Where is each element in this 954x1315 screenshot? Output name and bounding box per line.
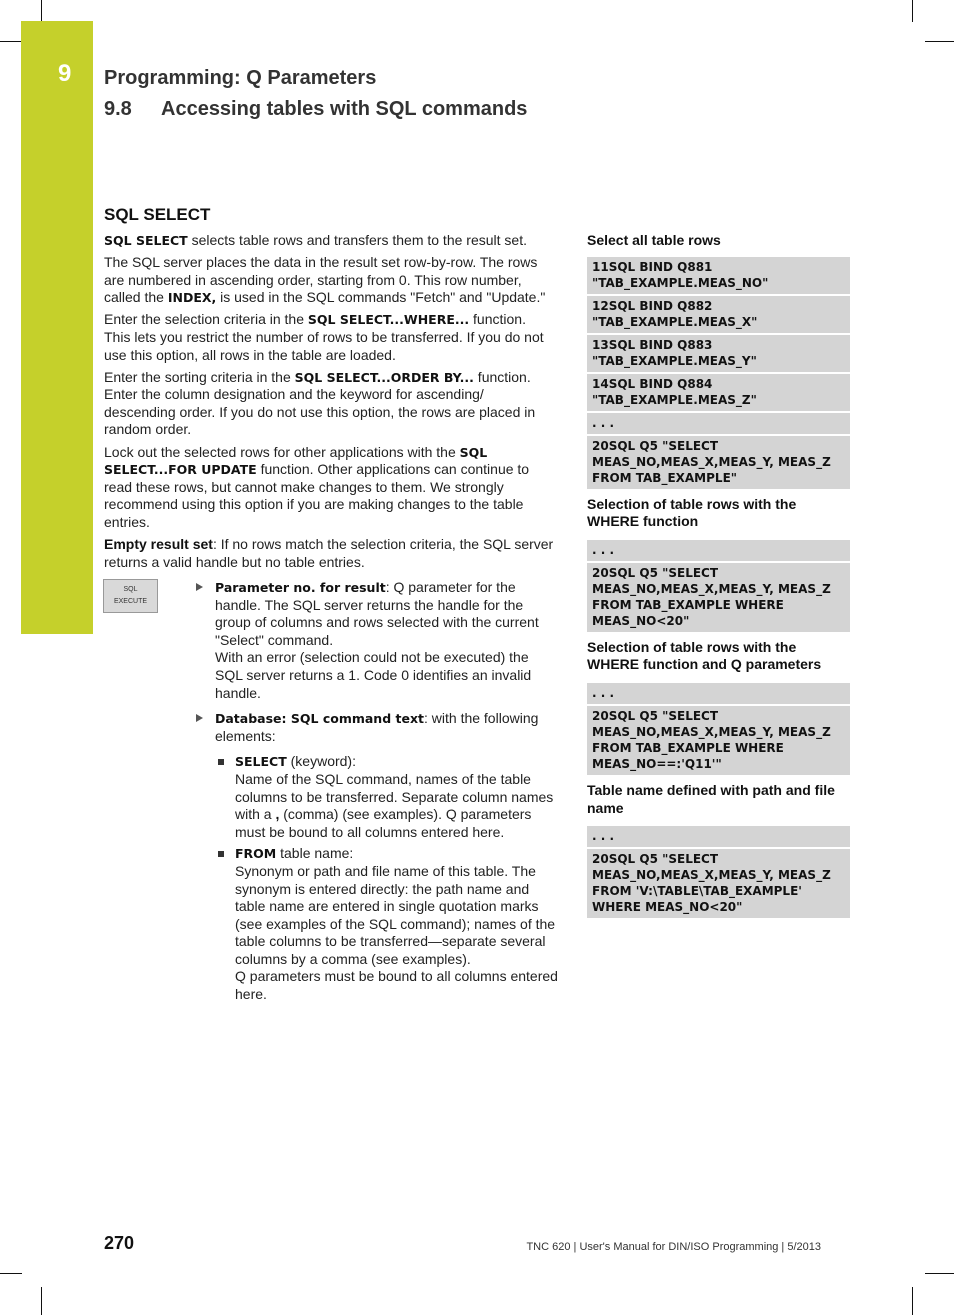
code-term: Database: SQL command text [215, 711, 424, 727]
paragraph-text: is used in the SQL commands "Fetch" and "Update." [216, 289, 546, 306]
code-term: SELECT [235, 754, 287, 770]
section-heading: SQL SELECT [104, 205, 211, 224]
crop-mark [41, 0, 42, 22]
code-term: Parameter no. for result [215, 580, 386, 595]
examples-column [587, 232, 850, 918]
paragraph [104, 444, 556, 532]
code-term: SQL SELECT...ORDER BY... [294, 369, 474, 385]
crop-mark [0, 1273, 22, 1274]
paragraph-text: function. This lets you restrict the number of rows to be transferred. If you do not use this option, all rows in the table are loaded. [104, 311, 544, 363]
section-number: 9.8 [104, 98, 132, 120]
code-block: 12SQL BIND Q882 "TAB_EXAMPLE.MEAS_X" [587, 296, 850, 333]
chapter-tab [21, 21, 93, 634]
code-block: . . . [587, 540, 850, 561]
list-item [196, 710, 558, 1004]
triangle-bullet-icon [196, 714, 203, 722]
item-text: : Q parameter for the handle. The SQL server returns the handle for the group of columns and rows selected with the current "Select" command. [215, 579, 539, 648]
crop-mark [0, 41, 22, 42]
square-bullet-icon [218, 851, 224, 857]
code-term: SQL SELECT...FOR UPDATE [104, 444, 488, 478]
code-block: 20SQL Q5 "SELECT MEAS_NO,MEAS_X,MEAS_Y, MEAS_Z FROM TAB_EXAMPLE" [587, 436, 850, 489]
left-column [104, 232, 556, 576]
crop-mark [925, 41, 954, 42]
code-block: . . . [587, 826, 850, 847]
paragraph-text: function. Other applications can continue to read these rows, but cannot make changes to them. We strongly recommend using this option if you are making changes to the table entries. [104, 461, 530, 530]
code-block: 20SQL Q5 "SELECT MEAS_NO,MEAS_X,MEAS_Y, MEAS_Z FROM 'V:\TABLE\TAB_EXAMPLE' WHERE MEAS_NO<20" [587, 849, 850, 918]
paragraph [104, 232, 556, 250]
strong-term: Empty result set [104, 536, 213, 552]
example-heading: Selection of table rows with the WHERE function and Q parameters [587, 638, 822, 673]
code-term: SQL SELECT...WHERE... [307, 312, 470, 328]
code-block: 13SQL BIND Q883 "TAB_EXAMPLE.MEAS_Y" [587, 335, 850, 372]
paragraph-text: Lock out the selected rows for other applications with the [104, 443, 460, 460]
item-text: Name of the SQL command, names of the table columns to be transferred. Separate column names with a [235, 770, 554, 823]
code-term: SQL SELECT [104, 233, 188, 248]
square-bullet-icon [218, 759, 224, 765]
paragraph-text: Enter the selection criteria in the [104, 311, 308, 328]
paragraph [104, 369, 556, 439]
page-number: 270 [104, 1233, 135, 1253]
paragraph [104, 311, 556, 364]
code-term: INDEX, [167, 290, 217, 306]
paragraph [104, 254, 556, 307]
paragraph-text: Enter the sorting criteria in the [104, 368, 295, 385]
crop-mark [41, 1287, 42, 1315]
code-block: 11SQL BIND Q881 "TAB_EXAMPLE.MEAS_NO" [587, 257, 850, 294]
parameter-list [196, 579, 558, 1012]
item-text: With an error (selection could not be executed) the SQL server returns a 1. Code 0 identifies an invalid handle. [215, 649, 532, 701]
chapter-title: Programming: Q Parameters [104, 67, 377, 89]
crop-mark [925, 1273, 954, 1274]
sub-list-item [215, 753, 558, 841]
code-term: FROM [235, 846, 277, 862]
paragraph-text: : If no rows match the selection criteria, the SQL server returns a valid handle but no table entries. [104, 536, 554, 570]
section-title-text: Accessing tables with SQL commands [161, 98, 528, 120]
paragraph [104, 536, 556, 571]
paragraph-text: The SQL server places the data in the result set row-by-row. The rows are numbered in ascending order, starting from 0. This row number, called the [104, 254, 538, 306]
chapter-number: 9 [58, 60, 72, 87]
sub-list-item [215, 845, 558, 1003]
softkey-label: SQL [123, 586, 138, 593]
item-text: (comma) (see examples). Q parameters must be bound to all columns entered here. [235, 806, 532, 840]
crop-mark [912, 1287, 913, 1315]
triangle-bullet-icon [196, 583, 203, 591]
code-block: 14SQL BIND Q884 "TAB_EXAMPLE.MEAS_Z" [587, 374, 850, 411]
code-block: 20SQL Q5 "SELECT MEAS_NO,MEAS_X,MEAS_Y, MEAS_Z FROM TAB_EXAMPLE WHERE MEAS_NO<20" [587, 563, 850, 632]
section-title [104, 98, 527, 121]
example-heading: Table name defined with path and file name [587, 781, 835, 816]
list-item [196, 579, 558, 702]
footer-text: TNC 620 | User's Manual for DIN/ISO Programming | 5/2013 [526, 1241, 821, 1253]
example-heading: Select all table rows [587, 232, 721, 248]
sub-list [215, 753, 558, 1003]
item-text: Synonym or path and file name of this table. The synonym is entered directly: the path name and table name are entered in single quotation marks (see examples of the SQL command); names of the table columns to be transferred—separate several columns by a comma (see examples). [235, 862, 556, 967]
example-heading: Selection of table rows with the WHERE function [587, 495, 797, 530]
code-block: . . . [587, 683, 850, 704]
softkey-label: EXECUTE [113, 598, 148, 605]
code-block: . . . [587, 413, 850, 434]
paragraph-text: selects table rows and transfers them to the result set. [187, 232, 527, 248]
comma-symbol: , [275, 806, 280, 823]
paragraph-text: function. Enter the column designation and the keyword for ascending/ descending order. If you do not use this option, the rows are placed in random order. [104, 368, 536, 438]
item-text: : with the following elements: [215, 710, 539, 744]
item-text: table name: [276, 845, 354, 862]
item-text: (keyword): [286, 753, 356, 770]
code-block: 20SQL Q5 "SELECT MEAS_NO,MEAS_X,MEAS_Y, MEAS_Z FROM TAB_EXAMPLE WHERE MEAS_NO==:'Q11'" [587, 706, 850, 775]
sql-execute-softkey[interactable] [103, 579, 158, 613]
crop-mark [912, 0, 913, 22]
item-text: Q parameters must be bound to all columns entered here. [235, 968, 558, 1003]
